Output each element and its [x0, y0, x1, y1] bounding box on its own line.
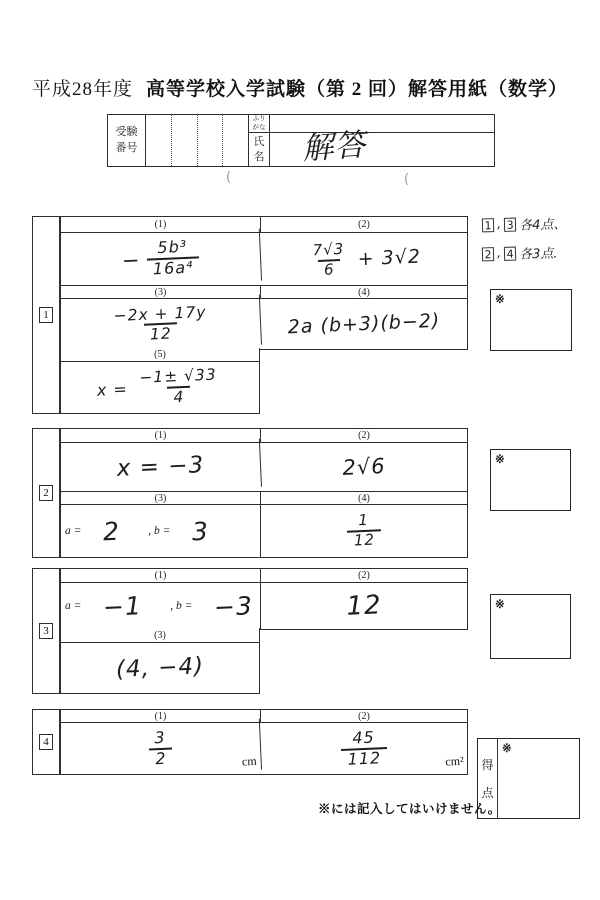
score-label-char2: 点 [481, 786, 494, 800]
denominator: 16a⁴ [146, 256, 199, 279]
numerator: −1± √33 [138, 366, 218, 388]
title-era: 平成28年度 [31, 79, 133, 100]
q1-part2-header: (2) [358, 219, 370, 230]
unit-cm2: cm² [445, 753, 464, 769]
unit-cm: cm [241, 753, 257, 769]
question-1-table [60, 216, 468, 350]
name-field [270, 126, 494, 168]
q4-answer-2 [260, 719, 468, 779]
footer-note: ※には記入してはいけません。 [318, 802, 501, 816]
q2-part1-header: (1) [61, 429, 261, 442]
q1-part3-header: (3) [61, 286, 261, 298]
numerator: 3 [154, 727, 167, 747]
denominator: 2 [149, 747, 173, 769]
q1-answer-5 [60, 358, 260, 418]
exam-number-digit-cell [197, 115, 223, 166]
a-equals-label: a = [65, 600, 82, 612]
q3-part1-header: (1) [61, 569, 261, 582]
q4-answer-1 [60, 719, 262, 779]
exam-number-digit-cell [146, 115, 171, 166]
q3-part2-header: (2) [358, 570, 370, 581]
denominator: 12 [144, 322, 179, 344]
separator: , [496, 216, 502, 233]
question-4-label-cell [32, 709, 60, 775]
q3-answer-3: (4, −4) [115, 653, 205, 684]
furigana-label [249, 115, 270, 132]
q2-answer-1: x = −3 [60, 439, 262, 496]
handwritten-name: 解答 [301, 126, 368, 168]
q3-answer-2: 12 [345, 590, 383, 622]
page-title [0, 74, 600, 101]
reference-mark: ※ [495, 599, 505, 611]
furigana-label-line2: がな [252, 123, 266, 131]
b-value: −3 [213, 590, 254, 622]
question-2-number: 2 [39, 485, 54, 501]
b-value: 3 [191, 516, 210, 546]
q3-answer-1 [61, 583, 261, 629]
q2-answer-3 [61, 505, 261, 557]
q2-answer-4 [260, 501, 468, 562]
score-label-char1: 得 [481, 758, 494, 772]
points-text-1: 各4点、 [519, 217, 567, 234]
boxed-question-1: 1 [482, 218, 494, 232]
q3-part3-section [60, 628, 260, 694]
minus-sign: − [121, 247, 142, 273]
scan-artifact: ( [404, 172, 410, 187]
q4-part1-header: (1) [61, 710, 261, 722]
q1-part4-header: (4) [358, 286, 370, 298]
fraction [148, 728, 173, 769]
q3-answer-row-a [61, 583, 467, 629]
q4-answer-row [61, 723, 467, 774]
denominator: 4 [167, 386, 191, 407]
question-3-table [60, 568, 468, 630]
fraction [146, 237, 200, 279]
examinee-info-box [107, 114, 495, 167]
question-4-number: 4 [39, 734, 54, 750]
fraction [133, 366, 224, 408]
exam-number-label-line2: 番号 [115, 141, 138, 154]
q1-answer-3 [60, 295, 262, 354]
expression-tail: + 3√2 [357, 245, 422, 271]
q1-part1-header: (1) [61, 217, 261, 232]
name-section [249, 115, 494, 166]
boxed-question-4: 4 [504, 246, 516, 260]
exam-number-digit-cell [222, 115, 248, 166]
scan-artifact: ( [226, 170, 232, 185]
points-annotation [482, 214, 592, 272]
q2-part3-header: (3) [61, 492, 261, 504]
points-line-1 [482, 213, 592, 235]
numerator: 1 [357, 511, 370, 530]
reference-mark: ※ [495, 294, 505, 306]
exam-number-label-line1: 受験 [115, 125, 138, 138]
numerator: 45 [351, 727, 376, 748]
exam-number-digit-cell [171, 115, 197, 166]
q1-answer-1 [60, 229, 262, 290]
fraction [340, 728, 387, 770]
points-line-2 [482, 242, 592, 264]
denominator: 12 [347, 529, 381, 550]
grading-box-q1 [490, 289, 572, 351]
a-value: 2 [102, 516, 121, 546]
boxed-question-2: 2 [482, 247, 494, 261]
q3-part3-header: (3) [61, 628, 259, 643]
q2-answer-row-b [61, 505, 467, 557]
furigana-label-line1: ふり [252, 115, 266, 123]
q1-part5-header: (5) [61, 348, 259, 362]
reference-mark: ※ [502, 743, 512, 755]
b-equals-label: , b = [170, 600, 193, 612]
q1-answer-4: 2a (b+3)(b−2) [287, 309, 441, 339]
grading-box-q2 [490, 449, 571, 511]
reference-mark: ※ [495, 454, 505, 466]
q1-answer-row-b [61, 299, 467, 349]
question-2-label-cell [32, 428, 60, 558]
question-4-table [60, 709, 468, 775]
denominator: 6 [318, 259, 341, 280]
q2-part4-header: (4) [358, 492, 370, 504]
numerator: 5b³ [157, 236, 188, 258]
a-equals-label: a = [65, 525, 82, 537]
points-text-2: 各3点. [519, 246, 558, 263]
fraction [306, 241, 351, 280]
name-label [249, 133, 270, 166]
b-equals-label: , b = [148, 525, 171, 537]
q2-part2-header: (2) [358, 430, 370, 441]
q1-answer-2 [260, 229, 468, 290]
q2-answer-row-a [61, 443, 467, 492]
variable-equals: x = [96, 379, 129, 401]
separator: , [496, 245, 502, 262]
grading-box-q3 [490, 594, 571, 659]
name-label-line2: 名 [253, 150, 265, 163]
furigana-row [249, 115, 494, 133]
question-2-table [60, 428, 468, 558]
question-3-label-cell [32, 568, 60, 694]
boxed-question-3: 3 [504, 217, 516, 231]
question-1-label-cell [32, 216, 60, 414]
q1-part5-section [60, 348, 260, 414]
exam-number-label [108, 115, 146, 166]
question-3-number: 3 [39, 623, 54, 639]
title-main: 高等学校入学試験（第 2 回）解答用紙（数学） [146, 79, 569, 100]
denominator: 112 [341, 747, 387, 770]
exam-number-field [146, 115, 249, 166]
fraction [107, 302, 213, 345]
question-1-number: 1 [39, 307, 54, 323]
name-label-line1: 氏 [253, 135, 265, 148]
q1-answer-row-a [61, 233, 467, 286]
q2-answer-2: 2√6 [341, 454, 387, 480]
numerator: 7√3 [312, 240, 345, 260]
q4-part2-header: (2) [358, 710, 370, 722]
a-value: −1 [102, 590, 143, 622]
numerator: −2x + 17y [113, 302, 207, 325]
fraction [347, 512, 382, 551]
score-field [498, 739, 579, 818]
